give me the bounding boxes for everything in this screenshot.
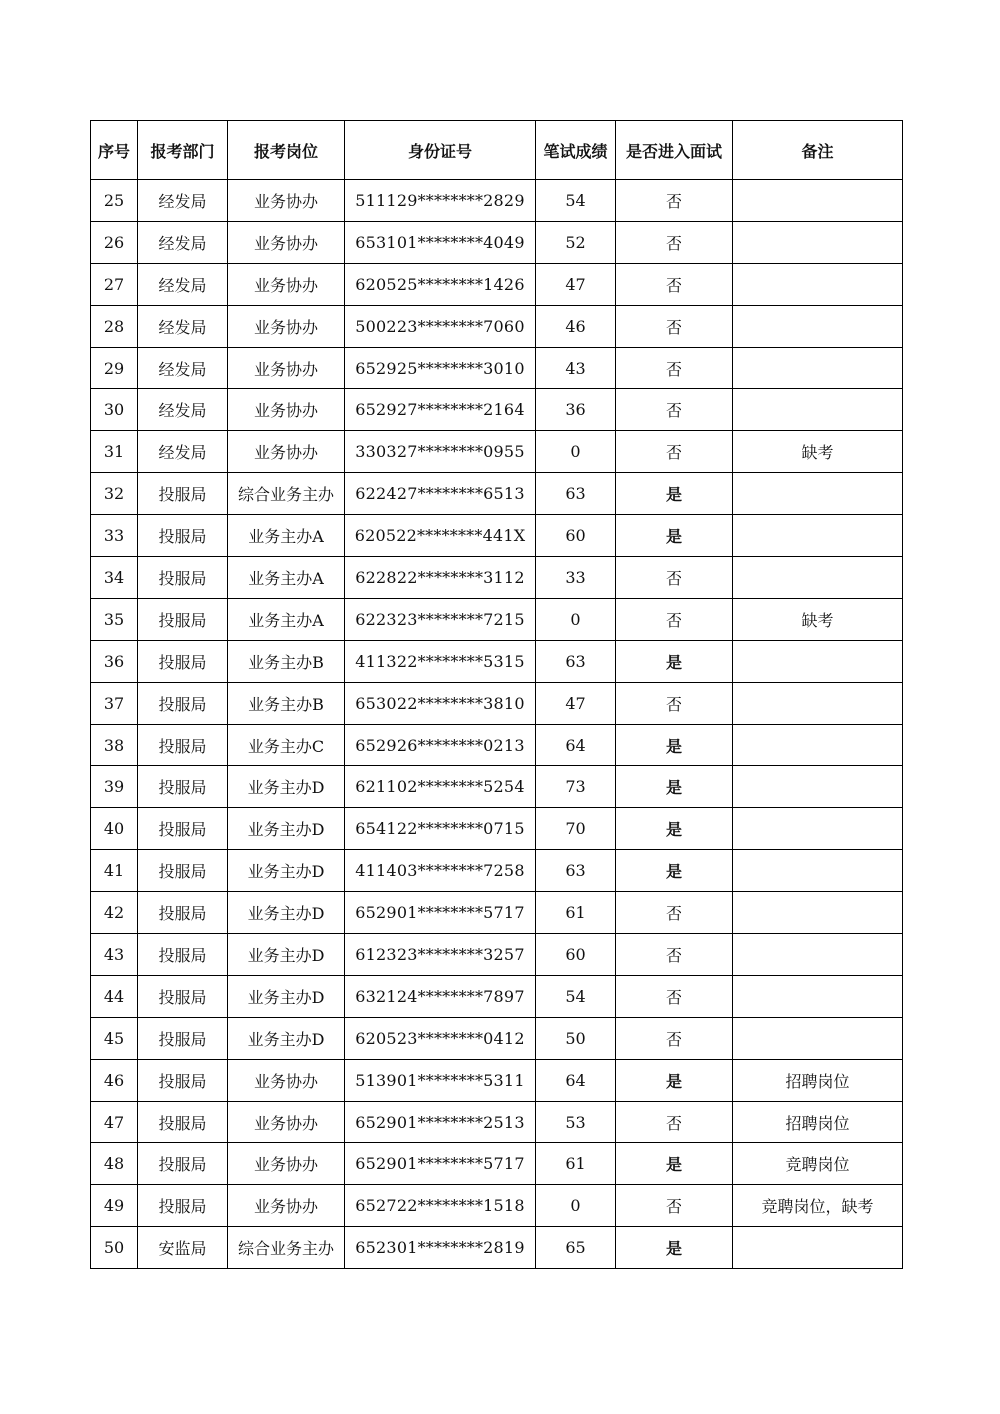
table-row xyxy=(91,724,903,766)
cell-seq: 34 xyxy=(91,557,138,599)
cell-remarks xyxy=(733,934,903,976)
cell-department: 投服局 xyxy=(138,934,228,976)
cell-remarks xyxy=(733,1017,903,1059)
cell-seq: 43 xyxy=(91,934,138,976)
cell-written-score: 65 xyxy=(536,1227,616,1269)
cell-interview: 否 xyxy=(616,934,733,976)
cell-seq: 42 xyxy=(91,892,138,934)
cell-position: 综合业务主办 xyxy=(228,473,345,515)
cell-remarks xyxy=(733,766,903,808)
cell-seq: 29 xyxy=(91,347,138,389)
cell-department: 经发局 xyxy=(138,389,228,431)
cell-interview: 否 xyxy=(616,221,733,263)
cell-seq: 36 xyxy=(91,640,138,682)
cell-remarks xyxy=(733,515,903,557)
cell-seq: 38 xyxy=(91,724,138,766)
cell-remarks xyxy=(733,347,903,389)
table-row xyxy=(91,975,903,1017)
cell-seq: 31 xyxy=(91,431,138,473)
cell-seq: 37 xyxy=(91,682,138,724)
cell-id-number: 620525********1426 xyxy=(345,263,536,305)
cell-written-score: 0 xyxy=(536,598,616,640)
cell-interview: 否 xyxy=(616,180,733,222)
cell-id-number: 330327********0955 xyxy=(345,431,536,473)
table-row xyxy=(91,1017,903,1059)
cell-written-score: 60 xyxy=(536,934,616,976)
cell-interview: 是 xyxy=(616,850,733,892)
cell-department: 投服局 xyxy=(138,682,228,724)
cell-seq: 27 xyxy=(91,263,138,305)
cell-interview: 是 xyxy=(616,515,733,557)
cell-id-number: 654122********0715 xyxy=(345,808,536,850)
table-row xyxy=(91,808,903,850)
cell-written-score: 54 xyxy=(536,975,616,1017)
table-row xyxy=(91,850,903,892)
cell-written-score: 52 xyxy=(536,221,616,263)
cell-remarks xyxy=(733,850,903,892)
cell-interview: 是 xyxy=(616,724,733,766)
cell-seq: 45 xyxy=(91,1017,138,1059)
cell-interview: 是 xyxy=(616,766,733,808)
table-row xyxy=(91,934,903,976)
cell-seq: 30 xyxy=(91,389,138,431)
header-id-number: 身份证号 xyxy=(345,121,536,180)
cell-interview: 否 xyxy=(616,389,733,431)
cell-written-score: 46 xyxy=(536,305,616,347)
cell-written-score: 63 xyxy=(536,473,616,515)
table-body xyxy=(91,180,903,1269)
cell-written-score: 73 xyxy=(536,766,616,808)
cell-position: 业务协办 xyxy=(228,305,345,347)
cell-id-number: 653101********4049 xyxy=(345,221,536,263)
table-row xyxy=(91,557,903,599)
header-interview: 是否进入面试 xyxy=(616,121,733,180)
table-row xyxy=(91,1059,903,1101)
table-row xyxy=(91,640,903,682)
cell-interview: 否 xyxy=(616,305,733,347)
cell-position: 业务协办 xyxy=(228,263,345,305)
cell-remarks: 招聘岗位 xyxy=(733,1059,903,1101)
cell-written-score: 61 xyxy=(536,1143,616,1185)
cell-remarks xyxy=(733,808,903,850)
cell-position: 业务主办A xyxy=(228,598,345,640)
table-header xyxy=(91,121,903,180)
cell-remarks: 竞聘岗位，缺考 xyxy=(733,1185,903,1227)
cell-position: 业务协办 xyxy=(228,1185,345,1227)
cell-id-number: 620522********441X xyxy=(345,515,536,557)
cell-department: 投服局 xyxy=(138,766,228,808)
header-position: 报考岗位 xyxy=(228,121,345,180)
table-row xyxy=(91,431,903,473)
cell-written-score: 63 xyxy=(536,640,616,682)
cell-id-number: 652901********5717 xyxy=(345,892,536,934)
table-row xyxy=(91,766,903,808)
table-row xyxy=(91,347,903,389)
cell-department: 经发局 xyxy=(138,263,228,305)
header-seq: 序号 xyxy=(91,121,138,180)
cell-written-score: 36 xyxy=(536,389,616,431)
cell-seq: 49 xyxy=(91,1185,138,1227)
table-row xyxy=(91,598,903,640)
cell-position: 业务主办D xyxy=(228,1017,345,1059)
cell-remarks xyxy=(733,389,903,431)
cell-remarks xyxy=(733,473,903,515)
cell-department: 经发局 xyxy=(138,347,228,389)
cell-id-number: 652925********3010 xyxy=(345,347,536,389)
cell-id-number: 652901********5717 xyxy=(345,1143,536,1185)
cell-interview: 否 xyxy=(616,557,733,599)
cell-department: 投服局 xyxy=(138,1017,228,1059)
header-written-score: 笔试成绩 xyxy=(536,121,616,180)
cell-written-score: 53 xyxy=(536,1101,616,1143)
cell-remarks xyxy=(733,975,903,1017)
cell-id-number: 411322********5315 xyxy=(345,640,536,682)
cell-department: 经发局 xyxy=(138,180,228,222)
cell-id-number: 513901********5311 xyxy=(345,1059,536,1101)
cell-remarks xyxy=(733,682,903,724)
cell-seq: 39 xyxy=(91,766,138,808)
cell-remarks: 招聘岗位 xyxy=(733,1101,903,1143)
cell-id-number: 620523********0412 xyxy=(345,1017,536,1059)
cell-written-score: 47 xyxy=(536,682,616,724)
cell-interview: 否 xyxy=(616,431,733,473)
cell-department: 安监局 xyxy=(138,1227,228,1269)
table-row xyxy=(91,305,903,347)
cell-position: 业务主办C xyxy=(228,724,345,766)
cell-written-score: 54 xyxy=(536,180,616,222)
table-row xyxy=(91,389,903,431)
cell-seq: 32 xyxy=(91,473,138,515)
cell-remarks: 缺考 xyxy=(733,431,903,473)
cell-interview: 是 xyxy=(616,1059,733,1101)
cell-department: 投服局 xyxy=(138,975,228,1017)
cell-position: 业务主办D xyxy=(228,934,345,976)
cell-position: 综合业务主办 xyxy=(228,1227,345,1269)
cell-seq: 41 xyxy=(91,850,138,892)
cell-written-score: 33 xyxy=(536,557,616,599)
cell-id-number: 622427********6513 xyxy=(345,473,536,515)
cell-id-number: 652901********2513 xyxy=(345,1101,536,1143)
cell-position: 业务协办 xyxy=(228,180,345,222)
cell-remarks xyxy=(733,180,903,222)
table-row xyxy=(91,682,903,724)
cell-remarks xyxy=(733,640,903,682)
cell-department: 投服局 xyxy=(138,1143,228,1185)
cell-position: 业务主办D xyxy=(228,766,345,808)
cell-interview: 否 xyxy=(616,892,733,934)
cell-department: 投服局 xyxy=(138,1101,228,1143)
cell-id-number: 622323********7215 xyxy=(345,598,536,640)
cell-interview: 是 xyxy=(616,1227,733,1269)
cell-written-score: 50 xyxy=(536,1017,616,1059)
cell-seq: 33 xyxy=(91,515,138,557)
cell-position: 业务协办 xyxy=(228,221,345,263)
table-row xyxy=(91,1227,903,1269)
cell-seq: 25 xyxy=(91,180,138,222)
cell-seq: 44 xyxy=(91,975,138,1017)
cell-seq: 26 xyxy=(91,221,138,263)
cell-id-number: 652301********2819 xyxy=(345,1227,536,1269)
cell-interview: 是 xyxy=(616,1143,733,1185)
cell-department: 投服局 xyxy=(138,808,228,850)
header-row xyxy=(91,121,903,180)
cell-id-number: 612323********3257 xyxy=(345,934,536,976)
header-remarks: 备注 xyxy=(733,121,903,180)
cell-position: 业务主办D xyxy=(228,975,345,1017)
cell-remarks: 缺考 xyxy=(733,598,903,640)
cell-interview: 是 xyxy=(616,808,733,850)
cell-department: 投服局 xyxy=(138,640,228,682)
cell-id-number: 511129********2829 xyxy=(345,180,536,222)
cell-id-number: 621102********5254 xyxy=(345,766,536,808)
cell-remarks xyxy=(733,892,903,934)
cell-written-score: 64 xyxy=(536,724,616,766)
cell-remarks xyxy=(733,263,903,305)
cell-interview: 是 xyxy=(616,473,733,515)
cell-department: 经发局 xyxy=(138,221,228,263)
table-row xyxy=(91,263,903,305)
cell-interview: 否 xyxy=(616,1185,733,1227)
table-row xyxy=(91,180,903,222)
cell-department: 投服局 xyxy=(138,724,228,766)
cell-written-score: 0 xyxy=(536,1185,616,1227)
cell-interview: 否 xyxy=(616,975,733,1017)
table-row xyxy=(91,1185,903,1227)
table-row xyxy=(91,892,903,934)
cell-remarks xyxy=(733,305,903,347)
cell-written-score: 70 xyxy=(536,808,616,850)
cell-remarks xyxy=(733,724,903,766)
cell-position: 业务协办 xyxy=(228,1101,345,1143)
cell-remarks: 竞聘岗位 xyxy=(733,1143,903,1185)
cell-interview: 否 xyxy=(616,682,733,724)
cell-position: 业务主办A xyxy=(228,515,345,557)
cell-interview: 否 xyxy=(616,347,733,389)
cell-id-number: 652722********1518 xyxy=(345,1185,536,1227)
cell-id-number: 652926********0213 xyxy=(345,724,536,766)
cell-position: 业务协办 xyxy=(228,347,345,389)
cell-department: 经发局 xyxy=(138,431,228,473)
cell-position: 业务主办B xyxy=(228,640,345,682)
cell-department: 投服局 xyxy=(138,1059,228,1101)
cell-id-number: 500223********7060 xyxy=(345,305,536,347)
cell-department: 经发局 xyxy=(138,305,228,347)
cell-id-number: 411403********7258 xyxy=(345,850,536,892)
cell-interview: 否 xyxy=(616,1017,733,1059)
cell-department: 投服局 xyxy=(138,850,228,892)
cell-position: 业务主办D xyxy=(228,808,345,850)
cell-written-score: 43 xyxy=(536,347,616,389)
cell-written-score: 61 xyxy=(536,892,616,934)
cell-position: 业务主办D xyxy=(228,850,345,892)
cell-department: 投服局 xyxy=(138,598,228,640)
exam-result-table xyxy=(90,120,903,1269)
cell-remarks xyxy=(733,221,903,263)
header-department: 报考部门 xyxy=(138,121,228,180)
cell-position: 业务协办 xyxy=(228,431,345,473)
cell-seq: 48 xyxy=(91,1143,138,1185)
cell-interview: 否 xyxy=(616,598,733,640)
table-row xyxy=(91,515,903,557)
table-row xyxy=(91,1101,903,1143)
table-row xyxy=(91,1143,903,1185)
cell-remarks xyxy=(733,1227,903,1269)
cell-seq: 40 xyxy=(91,808,138,850)
cell-seq: 35 xyxy=(91,598,138,640)
table-row xyxy=(91,221,903,263)
cell-id-number: 652927********2164 xyxy=(345,389,536,431)
cell-position: 业务协办 xyxy=(228,1143,345,1185)
cell-position: 业务主办B xyxy=(228,682,345,724)
cell-position: 业务协办 xyxy=(228,389,345,431)
cell-position: 业务主办A xyxy=(228,557,345,599)
cell-position: 业务协办 xyxy=(228,1059,345,1101)
cell-written-score: 47 xyxy=(536,263,616,305)
cell-written-score: 64 xyxy=(536,1059,616,1101)
cell-department: 投服局 xyxy=(138,515,228,557)
cell-id-number: 622822********3112 xyxy=(345,557,536,599)
cell-seq: 28 xyxy=(91,305,138,347)
cell-interview: 否 xyxy=(616,263,733,305)
cell-department: 投服局 xyxy=(138,473,228,515)
cell-department: 投服局 xyxy=(138,1185,228,1227)
cell-written-score: 60 xyxy=(536,515,616,557)
cell-position: 业务主办D xyxy=(228,892,345,934)
cell-interview: 是 xyxy=(616,640,733,682)
cell-id-number: 653022********3810 xyxy=(345,682,536,724)
cell-written-score: 63 xyxy=(536,850,616,892)
cell-department: 投服局 xyxy=(138,892,228,934)
cell-written-score: 0 xyxy=(536,431,616,473)
cell-seq: 50 xyxy=(91,1227,138,1269)
cell-remarks xyxy=(733,557,903,599)
cell-department: 投服局 xyxy=(138,557,228,599)
cell-seq: 46 xyxy=(91,1059,138,1101)
table-row xyxy=(91,473,903,515)
cell-id-number: 632124********7897 xyxy=(345,975,536,1017)
cell-seq: 47 xyxy=(91,1101,138,1143)
cell-interview: 否 xyxy=(616,1101,733,1143)
